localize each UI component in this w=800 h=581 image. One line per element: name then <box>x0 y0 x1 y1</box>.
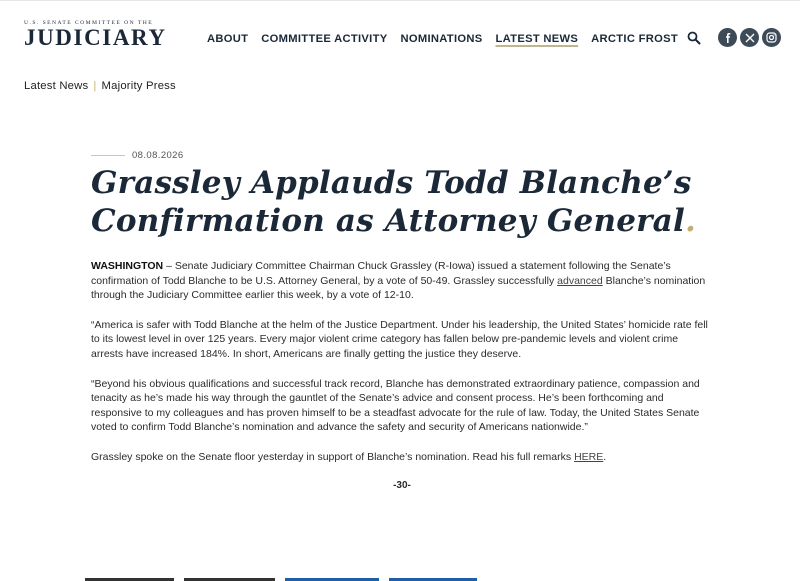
search-icon[interactable] <box>687 31 701 45</box>
paragraph-1-text-a: – Senate Judiciary Committee Chairman Chuck Grassley (R-Iowa) issued a statement following the Senate’s confirmation of Todd Blanche to be U.S. Attorney General, by a vote of 50-49. Grassley successfully <box>91 260 671 287</box>
committee-logo[interactable] <box>24 20 166 48</box>
logo-title: JUDICIARY <box>24 25 167 50</box>
paragraph-1 <box>91 259 713 303</box>
article-title <box>91 164 731 240</box>
breadcrumb <box>24 80 176 92</box>
paragraph-1-text-b: Blanche’s nomination through the Judiciary Committee earlier this week, by a vote of 12-10. <box>91 274 706 302</box>
nav-nominations[interactable]: NOMINATIONS <box>400 33 483 45</box>
main-nav <box>207 31 691 47</box>
nav-committee-activity[interactable]: COMMITTEE ACTIVITY <box>261 33 388 45</box>
nav-arctic-frost[interactable]: ARCTIC FROST <box>591 33 679 45</box>
facebook-icon[interactable] <box>718 28 737 47</box>
end-mark: -30- <box>393 479 411 491</box>
title-line-1: Grassley Applauds Todd Blanche’s <box>91 165 692 201</box>
paragraph-3: “Beyond his obvious qualifications and successful track record, Blanche has demonstrated extraordinary patience, compassion and tenacity as he’s made his way through the gauntlet of the Senate’s advice and consent process. He’s been forthcoming and responsive to my colleagues and has proven himself to be a steadfast advocate for the rule of law. Today, the United States Senate voted to confirm Todd Blanche’s nomination and advance the safety and security of Americans nationwide.” <box>91 377 700 434</box>
date-rule <box>91 155 125 156</box>
paragraph-4 <box>91 450 713 465</box>
advanced-link[interactable]: advanced <box>557 274 603 287</box>
dateline-location: WASHINGTON <box>91 260 164 272</box>
paragraph-2: “America is safer with Todd Blanche at the helm of the Justice Department. Under his leadership, the United States’ homicide rate fell to its lowest level in over 125 years. Every major violent crime category has fallen below pre-pandemic levels and violent crime arrests have increased 184%. In short, Americans are finally getting the justice they deserve. <box>91 318 708 360</box>
nav-about[interactable]: ABOUT <box>207 33 249 45</box>
breadcrumb-separator: | <box>93 80 97 92</box>
breadcrumb-majority-press[interactable]: Majority Press <box>101 80 176 92</box>
article-body <box>91 259 713 493</box>
title-dot: . <box>684 203 696 239</box>
breadcrumb-latest-news[interactable]: Latest News <box>24 80 89 92</box>
x-icon[interactable] <box>740 28 759 47</box>
paragraph-4-text-a: Grassley spoke on the Senate floor yesterday in support of Blanche’s nomination. Read his full remarks <box>91 450 575 463</box>
title-line-2: Confirmation as Attorney General <box>91 203 685 239</box>
top-border <box>0 0 800 4</box>
paragraph-4-text-b: . <box>603 450 607 463</box>
nav-latest-news[interactable]: LATEST NEWS <box>495 33 579 45</box>
here-link[interactable]: HERE <box>574 450 604 463</box>
logo-subtitle: U.S. SENATE COMMITTEE ON THE <box>24 20 154 26</box>
instagram-icon[interactable] <box>762 28 781 47</box>
article-dateline <box>91 150 184 161</box>
article-date: 08.08.2026 <box>132 150 184 161</box>
